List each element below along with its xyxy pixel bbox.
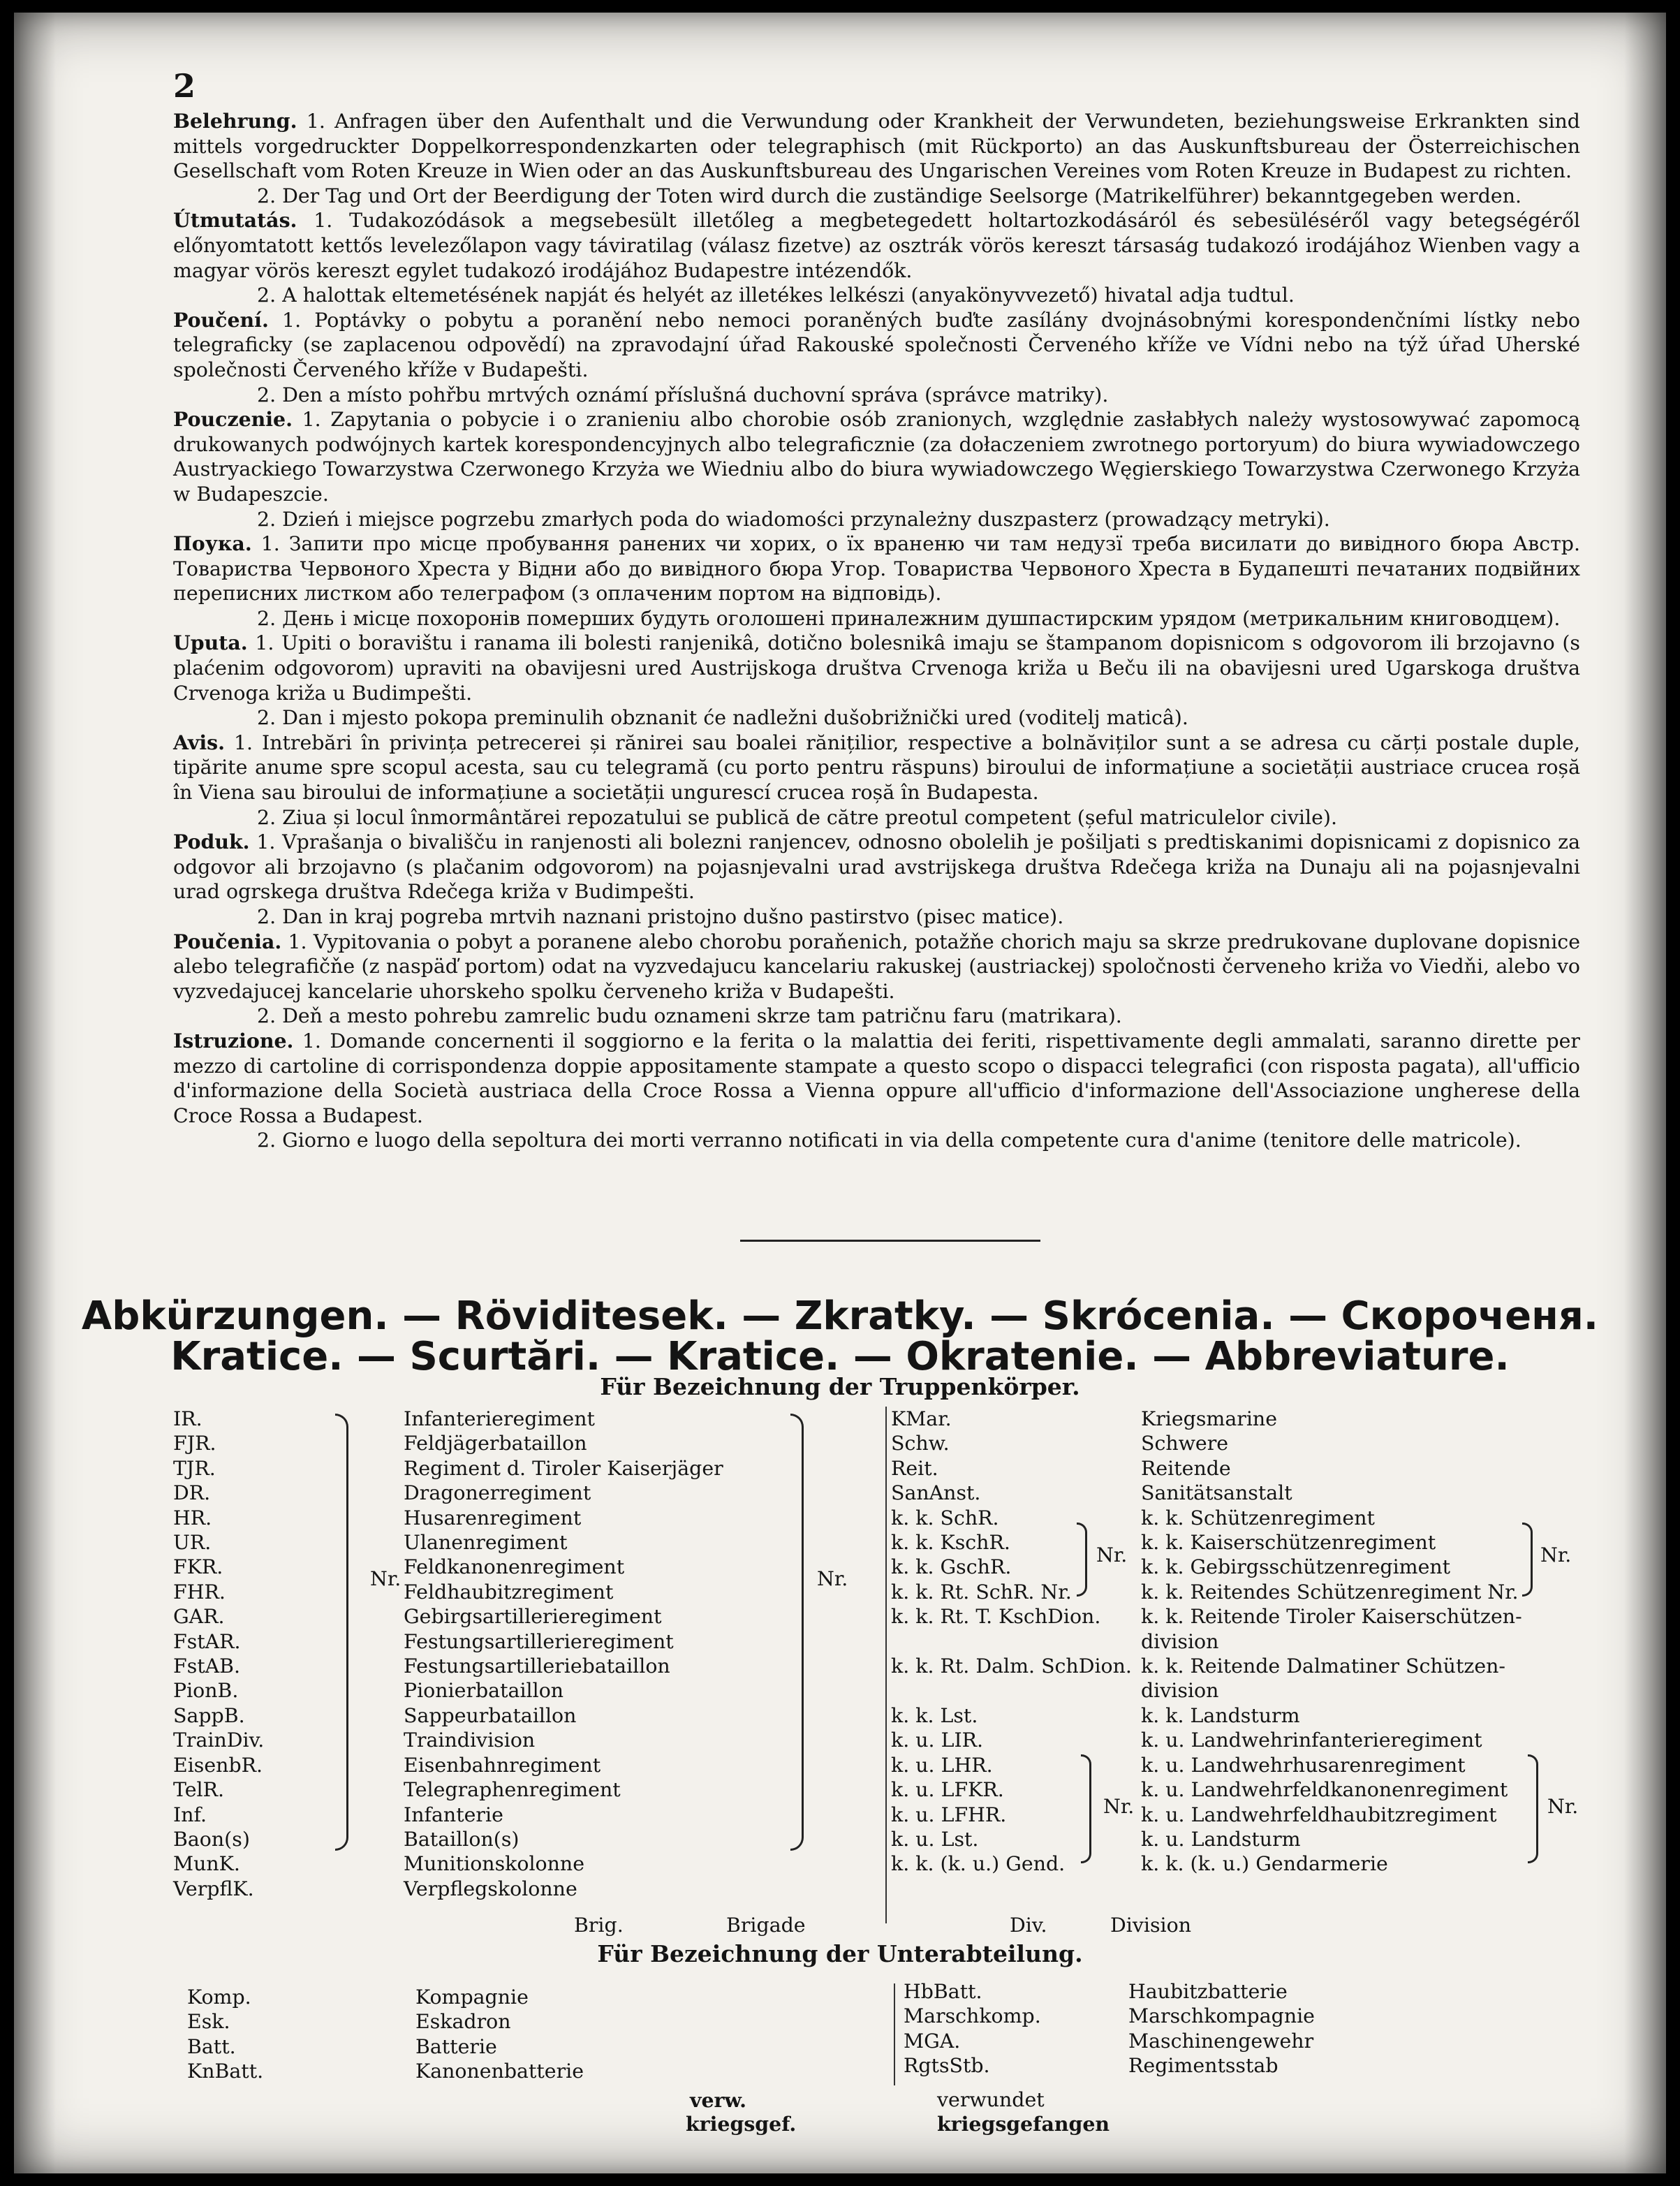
list-item: Feldkanonenregiment	[404, 1555, 625, 1579]
list-item: TJR.	[173, 1456, 216, 1480]
brace-schuetzen	[1077, 1523, 1087, 1597]
subunits-right-abbr-column	[904, 1979, 1041, 2078]
list-item: RgtsStb.	[904, 2054, 990, 2078]
div-name: Division	[1110, 1914, 1191, 1937]
list-item: Festungsartillerieregiment	[404, 1629, 674, 1653]
list-item: k. k. Gebirgsschützenregiment	[1141, 1555, 1451, 1579]
list-item: Reit.	[891, 1456, 938, 1480]
list-item: FHR.	[173, 1580, 226, 1604]
list-item	[891, 1678, 1132, 1703]
list-item: Schwere	[1141, 1432, 1229, 1455]
list-item: TelR.	[173, 1778, 225, 1802]
instruction-paragraph	[173, 283, 1580, 308]
instruction-text: 2. День і місце похоронів померших будуть оголошені приналежним душпастирским урядом (метрикальним книговодцем).	[257, 606, 1561, 630]
nr-label-landwehr: Nr.	[1103, 1795, 1135, 1818]
list-item: Batterie	[415, 2034, 497, 2058]
brig-abbr: Brig.	[574, 1914, 624, 1937]
scan-shadow-left	[14, 13, 56, 2173]
subunits-left-name-column	[415, 1985, 584, 2084]
instruction-paragraph	[173, 109, 1580, 184]
instruction-lead: Poučení.	[173, 307, 269, 332]
scan-shadow-right	[1624, 13, 1666, 2173]
list-item: Komp.	[187, 1986, 251, 2009]
list-item: FKR.	[173, 1555, 223, 1579]
list-item: Marschkomp.	[904, 2004, 1041, 2028]
list-item: Kriegsmarine	[1141, 1407, 1277, 1430]
instruction-lead: Poučenia.	[173, 929, 282, 953]
list-item: Baon(s)	[173, 1827, 250, 1851]
list-item: k. k. (k. u.) Gend.	[891, 1852, 1066, 1876]
nr-label-left: Nr.	[370, 1567, 401, 1590]
list-item: Haubitzbatterie	[1128, 1980, 1288, 2003]
list-item: Feldjägerbataillon	[404, 1432, 587, 1455]
list-item: MunK.	[173, 1852, 240, 1876]
list-item: Pionierbataillon	[404, 1679, 564, 1703]
troops-right-abbr-column	[891, 1407, 1135, 1877]
list-item: k. k. Rt. SchR. Nr.	[891, 1580, 1072, 1604]
list-item: PionB.	[173, 1679, 239, 1703]
list-item: Munitionskolonne	[404, 1852, 584, 1876]
instruction-lead: Belehrung.	[173, 109, 297, 133]
list-item: k. u. Lst.	[891, 1827, 979, 1851]
list-item: Telegraphenregiment	[404, 1778, 621, 1802]
instruction-paragraph	[173, 930, 1580, 1004]
instruction-paragraph	[173, 830, 1580, 904]
list-item: SanAnst.	[891, 1481, 981, 1505]
abbreviations-title-line2: Kratice. — Scurtări. — Kratice. — Okratenie. — Abbreviature.	[170, 1334, 1510, 1379]
instruction-text: 2. Ziua și locul înmormântărei repozatului se publică de către preotul competent (șeful matriculelor civile).	[257, 805, 1337, 829]
brig-name: Brigade	[726, 1914, 806, 1937]
instruction-lead: Avis.	[173, 730, 226, 754]
instruction-text: 2. A halottak eltemetésének napját és helyét az illetékes lelkészi (anyakönyvvezető) hivatal adja tudtul.	[257, 284, 1295, 307]
brace-middle-close	[790, 1414, 804, 1851]
list-item: Esk.	[187, 2010, 230, 2034]
document-page	[14, 13, 1666, 2173]
instruction-paragraph	[173, 805, 1580, 830]
verw-name: verwundet	[937, 2088, 1045, 2111]
list-item: k. k. KschR.	[891, 1531, 1010, 1555]
instruction-text: 1. Vprašanja o bivališču in ranjenosti ali bolezni ranjencev, odnosno obolelih je pošiljati s predtiskanimi dopisnicami z dopisnico za odgovor ali brzojavno (s plačanim odgovorom) na pojasnjevalni urad avstrijskega društva Rdečega križa na Dunaju ali na pojasnjevalni urad ogrskega društva Rdečega križa v Budimpešti.	[173, 830, 1580, 904]
list-item: Kanonenbatterie	[415, 2060, 584, 2083]
instruction-text: 2. Den a místo pohřbu mrtvých oznámí příslušná duchovní správa (správce matriky).	[257, 383, 1109, 406]
list-item: Regiment d. Tiroler Kaiserjäger	[404, 1456, 723, 1480]
column-divider	[885, 1407, 887, 1923]
instruction-text: 2. Giorno e luogo della sepoltura dei morti verranno notificati in via della competente cura d'anime (tenitore delle matricole).	[257, 1129, 1521, 1152]
instruction-text: 1. Запити про місце пробування ранених чи хорих, о їх враненю чи там недузї треба висилати до вивідного бюра Австр. Товариства Червоного Хреста у Відни або до вивідного бюра Угор. Товариства Червоного Хреста в Будапешті печатаних подвійних переписних листком або телеграфом (з оплаченим портом на відповідь).	[173, 532, 1580, 606]
instruction-text: 1. Zapytania o pobycie i o zranieniu albo chorobie osób zranionych, względnie zasłabłych należy wystosowywać zapomocą drukowanych podwójnych kartek korespondencyjnych albo telegraficznie (za dołaczeniem zwrotnego portoryum) do biura wywiadowczego Austryackiego Towarzystwa Czerwonego Krzyża we Wiedniu albo do biura wywiadowczego Węgierskiego Towarzystwa Czerwonego Krzyża w Budapeszcie.	[173, 408, 1580, 506]
instruction-paragraph	[173, 731, 1580, 805]
list-item: Gebirgsartillerieregiment	[404, 1605, 662, 1629]
list-item: k. k. SchR.	[891, 1506, 999, 1530]
instruction-text: 1. Intrebări în privința petrecerei și rănirei sau boalei rănițilior, respective a bolnăviților sunt a se adresa cu cărți postale duple, tipărite anume spre scopul acesta, sau cu telegramă (cu porto pentru răspuns) biroului de informațiune a societății austriace crucea roșă în Viena sau biroului de informațiune a societății ungurescí crucea roșă în Budapesta.	[173, 731, 1580, 805]
instruction-paragraph	[173, 606, 1580, 631]
list-item: Maschinengewehr	[1128, 2029, 1314, 2053]
brace-schuetzen-right	[1522, 1523, 1533, 1597]
list-item: k. k. Rt. T. KschDion.	[891, 1605, 1101, 1629]
subunits-right-name-column	[1128, 1979, 1315, 2078]
instruction-paragraph	[173, 631, 1580, 705]
instruction-paragraph	[173, 184, 1580, 209]
list-item: k. k. (k. u.) Gendarmerie	[1141, 1852, 1388, 1876]
list-item: Sappeurbataillon	[404, 1703, 577, 1727]
kgef-name: kriegsgefangen	[937, 2112, 1110, 2136]
list-item: Schw.	[891, 1432, 950, 1455]
list-item: Dragonerregiment	[404, 1481, 591, 1505]
list-item: k. u. Landwehrhusarenregiment	[1141, 1753, 1466, 1777]
troops-left-abbr-column	[173, 1407, 264, 1901]
instruction-lead: Útmutatás.	[173, 208, 297, 233]
list-item	[891, 1629, 1132, 1654]
instruction-text: 1. Upiti o boravištu i ranama ili bolesti ranjenikâ, dotično bolesnikâ imaju se štampanom dopisnicom s odgovorom ili brzojavno (s plaćenim odgovorom) upraviti na obavijesni ured Austrijskoga društva Crvenoga križa u Beču ili na obavijesni ured Ugarskoga društva Crvenoga križa u Budimpešti.	[173, 631, 1580, 705]
nr-label-middle: Nr.	[817, 1567, 848, 1590]
list-item: FJR.	[173, 1432, 216, 1455]
brace-left-close	[335, 1414, 348, 1851]
subunit-column-divider	[894, 1983, 895, 2085]
brace-landwehr	[1081, 1754, 1091, 1863]
list-item: HR.	[173, 1506, 212, 1530]
troops-left-name-column	[404, 1407, 723, 1901]
list-item: VerpflK.	[173, 1877, 254, 1900]
list-item: k. u. Landsturm	[1141, 1827, 1301, 1851]
instruction-lead: Poduk.	[173, 830, 250, 854]
list-item: k. k. Lst.	[891, 1703, 978, 1727]
list-item: Festungsartilleriebataillon	[404, 1655, 670, 1678]
list-item: FstAR.	[173, 1629, 241, 1653]
list-item: Marschkompagnie	[1128, 2004, 1315, 2028]
list-item: MGA.	[904, 2029, 961, 2053]
instruction-text: 1. Vypitovania o pobyt a poranene alebo chorobu poraňenich, potažňe chorich maju sa skrze predrukovane duplovane dopisnice alebo telegrafičňe (z naspäď portom) odat na vyzvedajucu kancelariu rakuskej (austriackej) spoločnosti červeneho križa vo Viedňi, alebo vo vyzvedajucej kancelarie uhorskeho spolku červeneho križa v Budapešti.	[173, 930, 1580, 1003]
brace-landwehr-right	[1528, 1754, 1538, 1863]
list-item: FstAB.	[173, 1655, 241, 1678]
instruction-paragraph	[173, 507, 1580, 532]
subunits-left-abbr-column	[187, 1985, 263, 2084]
instruction-lead: Uputa.	[173, 631, 248, 655]
section-divider	[740, 1240, 1040, 1242]
abbreviations-title-line1: Abkürzungen. — Röviditesek. — Zkratky. — Skrócenia. — Скороченя.	[81, 1293, 1599, 1339]
list-item: k. u. Landwehrfeldkanonenregiment	[1141, 1778, 1508, 1802]
list-item: k. k. Reitendes Schützenregiment Nr.	[1141, 1580, 1519, 1604]
list-item: GAR.	[173, 1605, 225, 1629]
list-item: IR.	[173, 1407, 202, 1430]
list-item: k. u. LIR.	[891, 1729, 984, 1752]
instruction-text: 2. Dan i mjesto pokopa preminulih obznanit će nadležni dušobrižnički ured (voditelj maticâ).	[257, 706, 1188, 730]
list-item: EisenbR.	[173, 1753, 263, 1777]
list-item: Inf.	[173, 1803, 207, 1826]
list-item: division	[1141, 1629, 1219, 1653]
list-item: KMar.	[891, 1407, 952, 1430]
instruction-lead: Istruzione.	[173, 1028, 294, 1052]
instruction-text: 1. Poptávky o pobytu a poranění nebo nemoci poraněných buďte zasílány dvojnásobnými korespondenčními lístky nebo telegraficky (se zaplacenou odpovědí) na zpravodajní úřad Rakouské společnosti Červeného kříže ve Vídni nebo na týž úřad Uherské společnosti Červeného kříže v Budapešti.	[173, 308, 1580, 381]
instruction-paragraph	[173, 531, 1580, 606]
instruction-text: 2. Der Tag und Ort der Beerdigung der Toten wird durch die zuständige Seelsorge (Matrikelführer) bekanntgegeben werden.	[257, 184, 1522, 207]
list-item: Eisenbahnregiment	[404, 1753, 601, 1777]
instruction-paragraph	[173, 1128, 1580, 1153]
list-item: k. k. Landsturm	[1141, 1703, 1300, 1727]
instruction-lead: Поука.	[173, 531, 252, 556]
list-item: Verpflegskolonne	[404, 1877, 577, 1900]
list-item: Eskadron	[415, 2010, 511, 2034]
instruction-text: 1. Tudakozódások a megsebesült illetőleg a megbetegedett holtartozkodásáról és sebesüléséről vagy betegségéről előnyomtatott kettős levelezőlapon vagy táviratilag (válasz fizetve) az osztrák vörös kereszt társaság tudakozó irodájához Wienben vagy a magyar vörös kereszt egylet tudakozó irodájához Budapestre intézendők.	[173, 209, 1580, 282]
subunit-heading: Für Bezeichnung der Unterabteilung.	[597, 1940, 1083, 1967]
list-item: division	[1141, 1679, 1219, 1703]
list-item: k. u. Landwehrinfanterieregiment	[1141, 1729, 1482, 1752]
list-item: Kompagnie	[415, 1986, 529, 2009]
list-item: k. u. LFKR.	[891, 1778, 1004, 1802]
instruction-text: 1. Domande concernenti il soggiorno e la ferita o la malattia dei feriti, rispettivamente degli ammalati, saranno dirette per mezzo di cartoline di corrispondenza doppie appositamente stampate a questo scopo o dispacci telegrafici (con risposta pagata), all'ufficio d'informazione della Società austriaca della Croce Rossa a Vienna oppure all'ufficio d'informazione dell'Associazione ungherese della Croce Rossa a Budapest.	[173, 1029, 1580, 1127]
list-item: k. k. Reitende Dalmatiner Schützen-	[1141, 1655, 1506, 1678]
instruction-paragraph	[173, 1029, 1580, 1128]
instructions-block	[173, 109, 1580, 1153]
troops-right-name-column	[1141, 1407, 1522, 1877]
kgef-abbr: kriegsgef.	[686, 2112, 797, 2136]
list-item: SappB.	[173, 1703, 245, 1727]
instruction-text: 2. Deň a mesto pohrebu zamrelic budu oznameni skrze tam patričnu faru (matrikara).	[257, 1004, 1122, 1028]
instruction-paragraph	[173, 705, 1580, 731]
list-item: Feldhaubitzregiment	[404, 1580, 614, 1604]
list-item: Regimentsstab	[1128, 2054, 1279, 2078]
instruction-text: 2. Dzień i miejsce pogrzebu zmarłych poda do wiadomości przynależny duszpasterz (prowadzący metryki).	[257, 507, 1330, 531]
list-item: k. k. GschR.	[891, 1555, 1012, 1579]
nr-label-schuetzen-right: Nr.	[1540, 1543, 1572, 1567]
instruction-paragraph	[173, 1004, 1580, 1029]
instruction-paragraph	[173, 904, 1580, 930]
list-item: HbBatt.	[904, 1980, 982, 2003]
list-item: k. k. Rt. Dalm. SchDion.	[891, 1655, 1132, 1678]
troop-heading: Für Bezeichnung der Truppenkörper.	[600, 1373, 1080, 1400]
nr-label-schuetzen: Nr.	[1096, 1543, 1128, 1567]
list-item: Ulanenregiment	[404, 1531, 568, 1555]
instruction-paragraph	[173, 383, 1580, 408]
list-item: UR.	[173, 1531, 212, 1555]
list-item: k. u. LHR.	[891, 1753, 993, 1777]
instruction-paragraph	[173, 308, 1580, 383]
list-item: Sanitätsanstalt	[1141, 1481, 1292, 1505]
instruction-paragraph	[173, 407, 1580, 506]
instruction-text: 2. Dan in kraj pogreba mrtvih naznani pristojno dušno pastirstvo (pisec matice).	[257, 905, 1064, 928]
div-abbr: Div.	[1010, 1914, 1047, 1937]
list-item: Infanterieregiment	[404, 1407, 595, 1430]
list-item: TrainDiv.	[173, 1729, 265, 1752]
verw-abbr: verw.	[690, 2088, 746, 2112]
instruction-paragraph	[173, 208, 1580, 283]
list-item: Reitende	[1141, 1456, 1231, 1480]
list-item: Bataillon(s)	[404, 1827, 520, 1851]
list-item: Batt.	[187, 2034, 236, 2058]
list-item: Husarenregiment	[404, 1506, 582, 1530]
list-item: k. k. Kaiserschützenregiment	[1141, 1531, 1436, 1555]
list-item: k. u. LFHR.	[891, 1803, 1007, 1826]
list-item: k. k. Reitende Tiroler Kaiserschützen-	[1141, 1605, 1522, 1629]
list-item: DR.	[173, 1481, 211, 1505]
instruction-lead: Pouczenie.	[173, 407, 293, 432]
nr-label-landwehr-right: Nr.	[1547, 1795, 1579, 1818]
list-item: Traindivision	[404, 1729, 536, 1752]
list-item: KnBatt.	[187, 2060, 264, 2083]
list-item: k. u. Landwehrfeldhaubitzregiment	[1141, 1803, 1497, 1826]
page-number: 2	[173, 67, 196, 105]
list-item: Infanterie	[404, 1803, 503, 1826]
instruction-text: 1. Anfragen über den Aufenthalt und die Verwundung oder Krankheit der Verwundeten, beziehungsweise Erkrankten sind mittels vorgedruckter Doppelkorrespondenzkarten oder telegraphisch (mit Rückporto) an das Auskunftsbureau der Österreichischen Gesellschaft vom Roten Kreuze in Wien oder an das Auskunftsbureau des Ungarischen Vereines vom Roten Kreuze in Budapest zu richten.	[173, 110, 1580, 183]
list-item: k. k. Schützenregiment	[1141, 1506, 1375, 1530]
